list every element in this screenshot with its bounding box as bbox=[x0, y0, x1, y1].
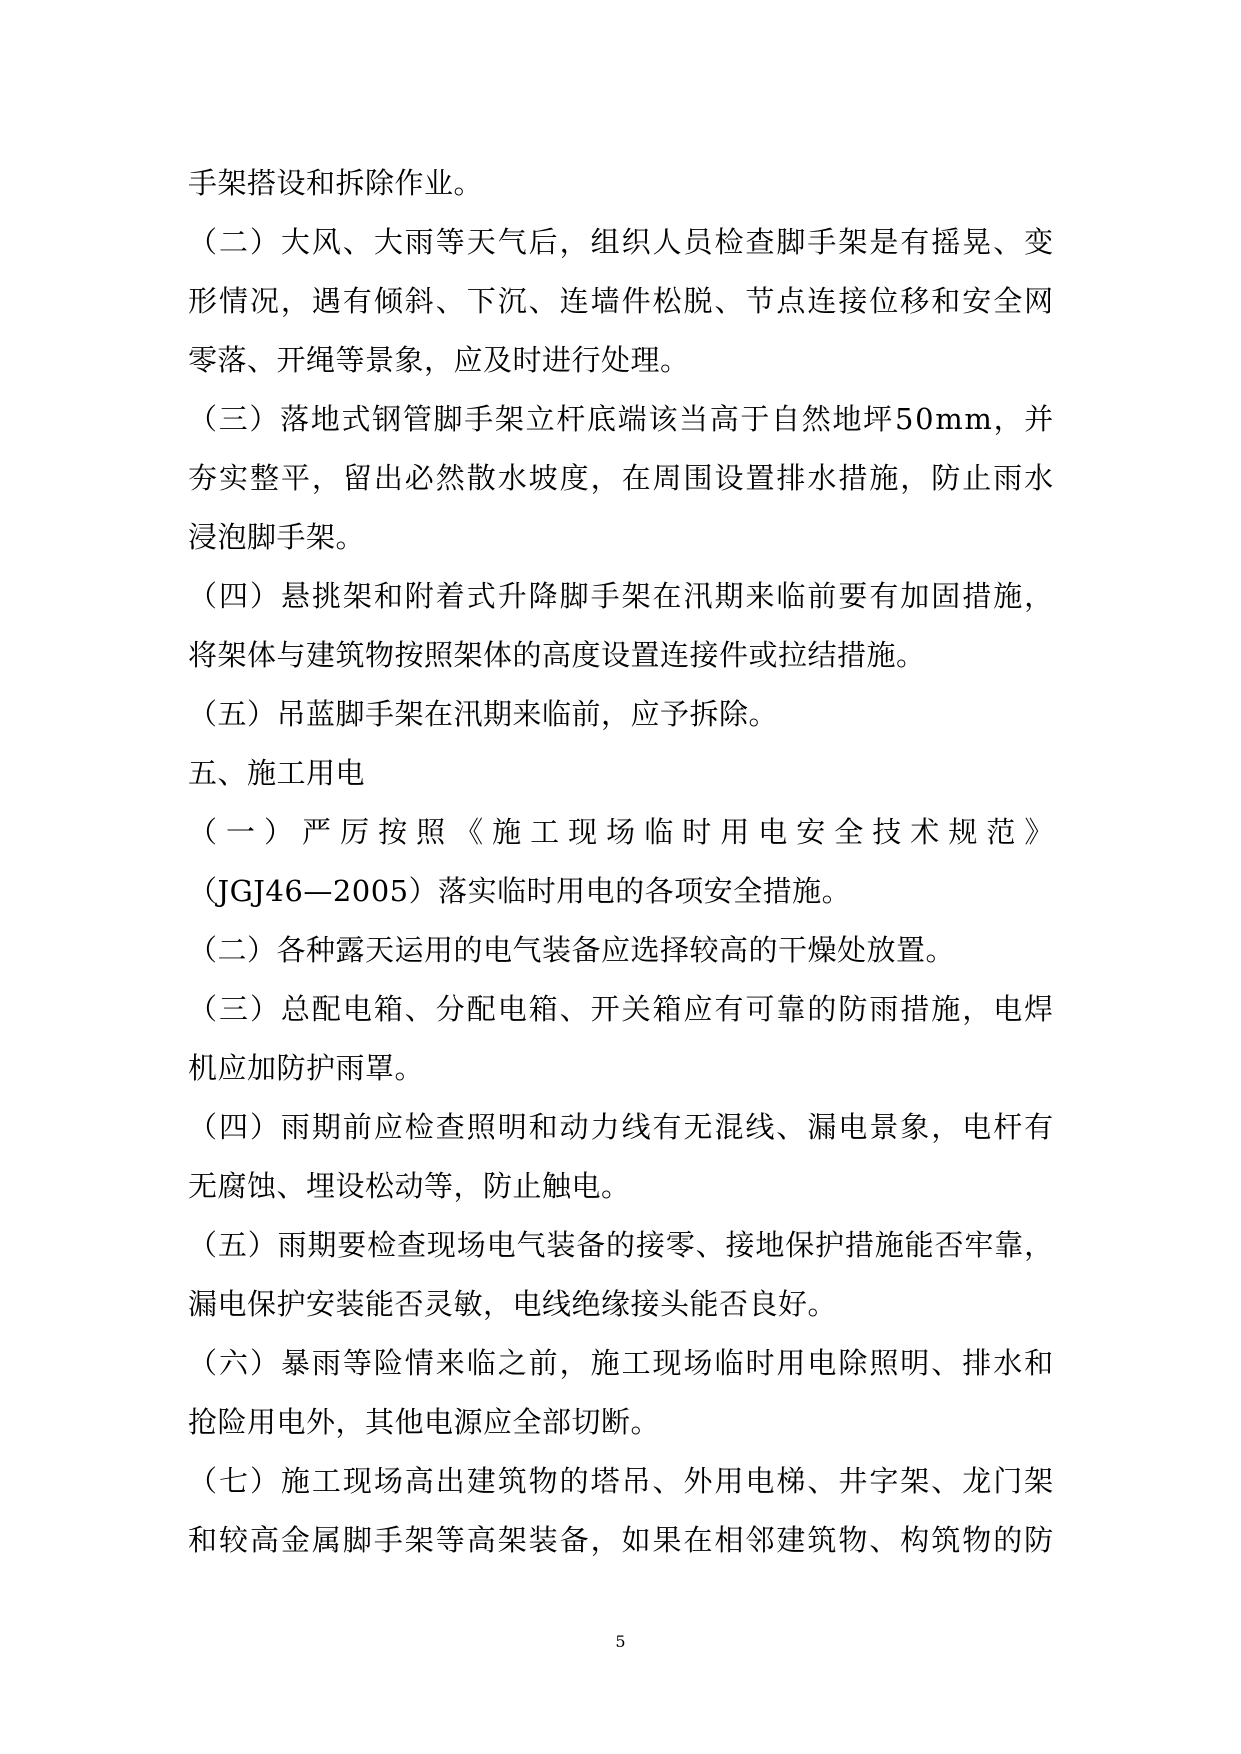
text-line: （JGJ46—2005）落实临时用电的各项安全措施。 bbox=[188, 874, 852, 908]
text-line: 形 情 况 ， 遇 有 倾 斜 、 下 沉 、 连 墙 件 松 脱 、 节 点 连 接 位 移 和 安 全 网 bbox=[188, 284, 1054, 318]
text-line: （ 三 ） 落 地 式 钢 管 脚 手 架 立 杆 底 端 该 当 高 于 自 然 地 坪 5 0 m m ， 并 bbox=[188, 402, 1054, 436]
text-line: 机应加防护雨罩。 bbox=[188, 1051, 425, 1085]
page-number: 5 bbox=[615, 1632, 626, 1651]
text-line: （五）吊蓝脚手架在汛期来临前，应予拆除。 bbox=[188, 697, 779, 731]
text-line: （二）各种露天运用的电气装备应选择较高的干燥处放置。 bbox=[188, 933, 956, 967]
text-line: （ 四 ） 雨 期 前 应 检 查 照 明 和 动 力 线 有 无 混 线 、 漏 电 景 象 ， 电 杆 有 bbox=[188, 1110, 1054, 1144]
text-line: 浸泡脚手架。 bbox=[188, 520, 366, 554]
text-line: （ 六 ） 暴 雨 等 险 情 来 临 之 前 ， 施 工 现 场 临 时 用 电 除 照 明 、 排 水 和 bbox=[188, 1346, 1054, 1380]
text-line: （ 二 ） 大 风 、 大 雨 等 天 气 后 ， 组 织 人 员 检 查 脚 手 架 是 有 摇 晃 、 变 bbox=[188, 225, 1054, 259]
body-text bbox=[188, 154, 1054, 1570]
section-heading: 五、施工用电 bbox=[188, 756, 366, 790]
text-line: 零落、开绳等景象，应及时进行处理。 bbox=[188, 343, 690, 377]
text-line: （ 五 ） 雨 期 要 检 查 现 场 电 气 装 备 的 接 零 、 接 地 保 护 措 施 能 否 牢 靠 ， bbox=[188, 1228, 1054, 1262]
text-line: （ 一 ） 严 厉 按 照 《 施 工 现 场 临 时 用 电 安 全 技 术 规 范 》 bbox=[188, 815, 1054, 849]
text-line: 漏电保护安装能否灵敏，电线绝缘接头能否良好。 bbox=[188, 1287, 838, 1321]
text-line: （ 三 ） 总 配 电 箱 、 分 配 电 箱 、 开 关 箱 应 有 可 靠 的 防 雨 措 施 ， 电 焊 bbox=[188, 992, 1054, 1026]
text-line: 抢险用电外，其他电源应全部切断。 bbox=[188, 1405, 661, 1439]
text-line: 将架体与建筑物按照架体的高度设置连接件或拉结措施。 bbox=[188, 638, 926, 672]
text-line: （ 七 ） 施 工 现 场 高 出 建 筑 物 的 塔 吊 、 外 用 电 梯 、 井 字 架 、 龙 门 架 bbox=[188, 1464, 1054, 1498]
text-line: （ 四 ） 悬 挑 架 和 附 着 式 升 降 脚 手 架 在 汛 期 来 临 前 要 有 加 固 措 施 ， bbox=[188, 579, 1054, 613]
text-line: 夯 实 整 平 ， 留 出 必 然 散 水 坡 度 ， 在 周 围 设 置 排 水 措 施 ， 防 止 雨 水 bbox=[188, 461, 1054, 495]
text-line: 和 较 高 金 属 脚 手 架 等 高 架 装 备 ， 如 果 在 相 邻 建 筑 物 、 构 筑 物 的 防 bbox=[188, 1523, 1054, 1557]
text-line: 手架搭设和拆除作业。 bbox=[188, 166, 484, 200]
text-line: 无腐蚀、埋设松动等，防止触电。 bbox=[188, 1169, 631, 1203]
